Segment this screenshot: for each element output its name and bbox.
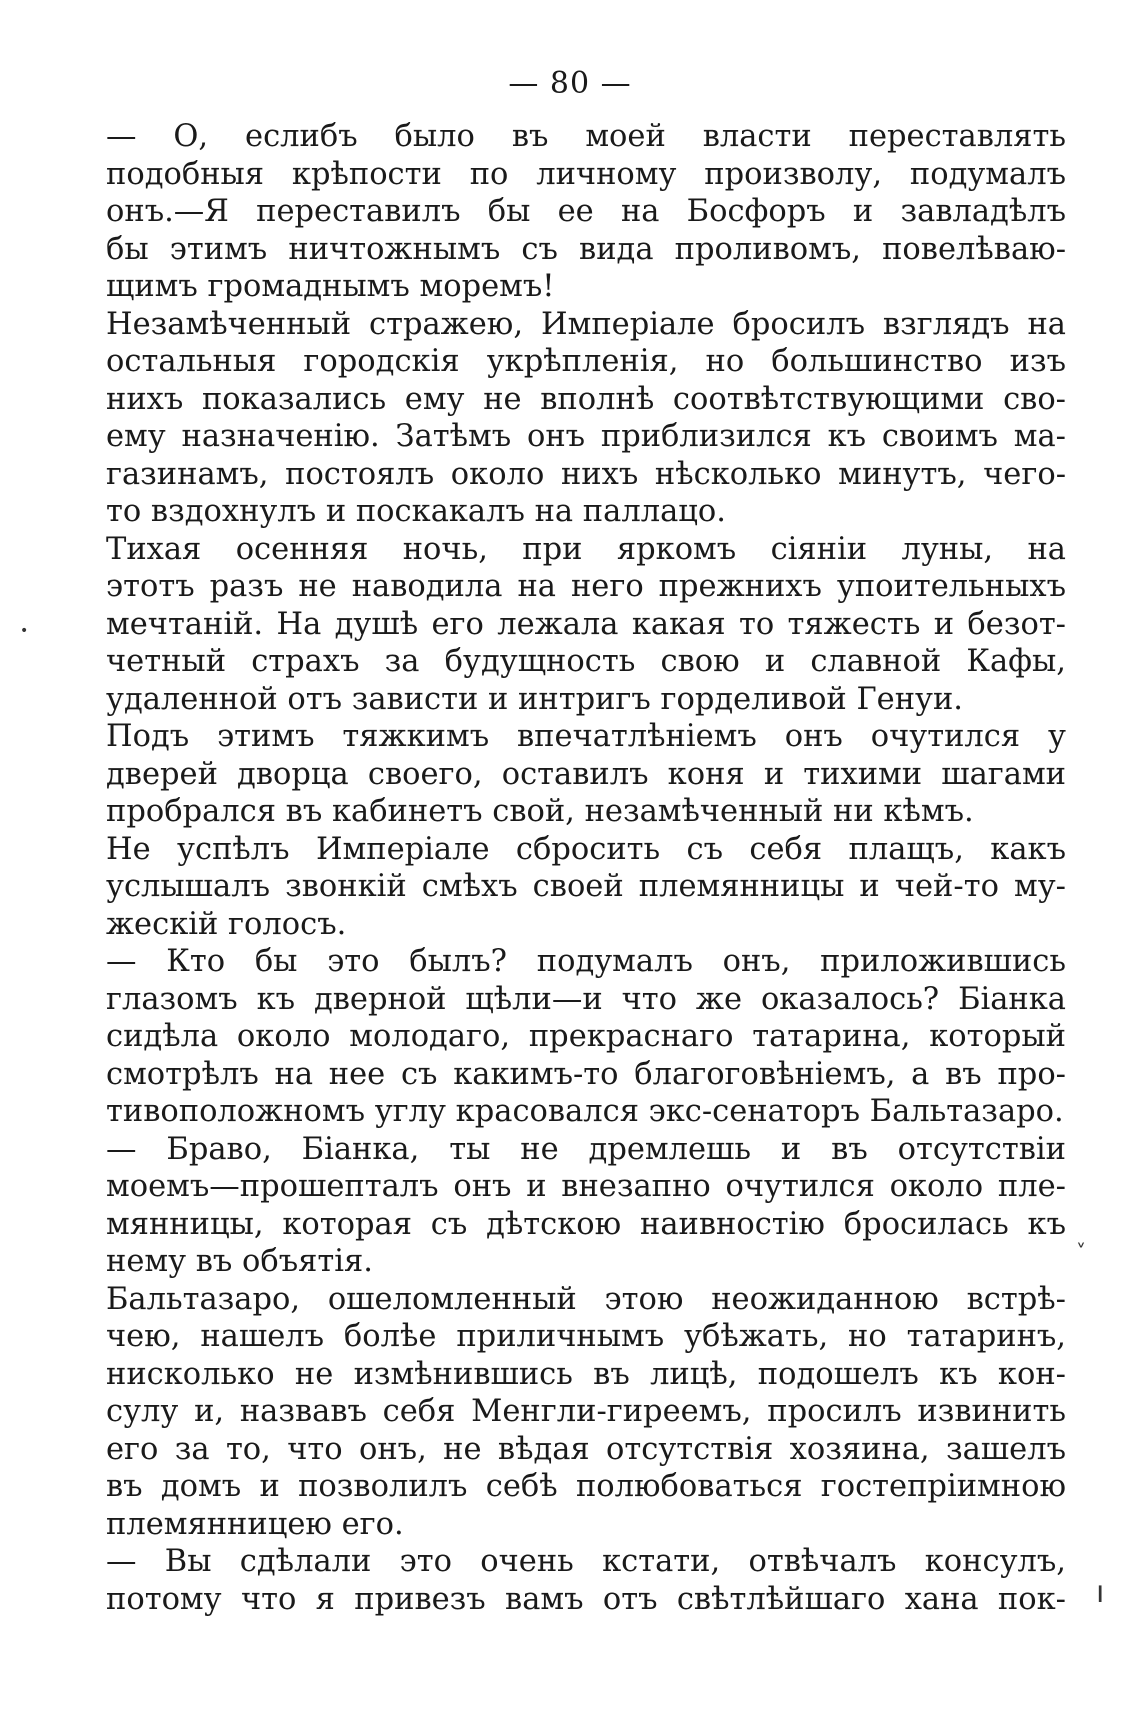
text-line: племянницею его. bbox=[106, 1506, 404, 1542]
text-line: — О, еслибъ было въ моей власти переставлять bbox=[106, 119, 1066, 154]
text-line: нисколько не измѣнившись въ лицѣ, подошелъ къ кон- bbox=[106, 1356, 1066, 1392]
text-line: нихъ показались ему не вполнѣ соотвѣтствующими сво- bbox=[106, 381, 1066, 417]
text-line: онъ.—Я переставилъ бы ее на Босфоръ и завладѣлъ bbox=[106, 194, 1066, 229]
text-line: мечтаній. На душѣ его лежала какая то тяжесть и безот- bbox=[106, 606, 1066, 642]
text-line: этотъ разъ не наводила на него прежнихъ упоительныхъ bbox=[106, 569, 1066, 604]
text-line: въ домъ и позволилъ себѣ полюбоваться гостепріимною bbox=[106, 1469, 1066, 1504]
text-line: пробрался въ кабинетъ свой, незамѣченный ни кѣмъ. bbox=[106, 794, 974, 829]
text-line: — Браво, Біанка, ты не дремлешь и въ отсутствіи bbox=[106, 1131, 1066, 1167]
text-line: Тихая осенняя ночь, при яркомъ сіяніи луны, на bbox=[106, 531, 1066, 567]
text-line: ему назначенію. Затѣмъ онъ приблизился къ своимъ ма- bbox=[106, 419, 1066, 454]
text-line: его за то, что онъ, не вѣдая отсутствія хозяина, зашелъ bbox=[106, 1431, 1066, 1467]
margin-tick-mark: ˬ bbox=[1076, 1223, 1086, 1247]
text-line: мянницы, которая съ дѣтскою наивностію бросилась къ bbox=[106, 1206, 1066, 1242]
margin-line-mark: ı bbox=[1096, 1575, 1105, 1610]
text-line: — Вы сдѣлали это очень кстати, отвѣчалъ консулъ, bbox=[106, 1544, 1066, 1579]
text-line: то вздохнулъ и поскакалъ на паллацо. bbox=[106, 494, 726, 529]
text-line: смотрѣлъ на нее съ какимъ-то благоговѣніемъ, а въ про- bbox=[106, 1056, 1066, 1092]
text-line: четный страхъ за будущность свою и славной Кафы, bbox=[106, 644, 1066, 679]
text-line: Незамѣченный стражею, Имперіале бросилъ взглядъ на bbox=[106, 306, 1066, 342]
text-line: удаленной отъ зависти и интригъ горделивой Генуи. bbox=[106, 681, 963, 717]
text-line: тивоположномъ углу красовался экс-сенаторъ Бальтазаро. bbox=[106, 1094, 1064, 1129]
body-text bbox=[106, 118, 1066, 1618]
text-line: подобныя крѣпости по личному произволу, подумалъ bbox=[106, 156, 1066, 192]
text-line: потому что я привезъ вамъ отъ свѣтлѣйшаго хана пок- bbox=[106, 1581, 1066, 1617]
text-line: дверей дворца своего, оставилъ коня и тихими шагами bbox=[106, 756, 1066, 792]
text-line: Бальтазаро, ошеломленный этою неожиданною встрѣ- bbox=[106, 1281, 1066, 1317]
text-line: газинамъ, постоялъ около нихъ нѣсколько минутъ, чего- bbox=[106, 456, 1066, 492]
text-line: сулу и, назвавъ себя Менгли-гиреемъ, просилъ извинить bbox=[106, 1394, 1066, 1429]
text-line: Подъ этимъ тяжкимъ впечатлѣніемъ онъ очутился у bbox=[106, 719, 1066, 754]
text-line: — Кто бы это былъ? подумалъ онъ, приложившись bbox=[106, 944, 1066, 979]
page-number: — 80 — bbox=[508, 66, 632, 101]
text-line: моемъ—прошепталъ онъ и внезапно очутился около пле- bbox=[106, 1169, 1066, 1204]
text-line: остальныя городскія укрѣпленія, но большинство изъ bbox=[106, 344, 1066, 379]
text-line: бы этимъ ничтожнымъ съ вида проливомъ, повелѣваю- bbox=[106, 231, 1066, 267]
text-line: щимъ громаднымъ моремъ! bbox=[106, 269, 555, 304]
text-line: услышалъ звонкій смѣхъ своей племянницы и чей-то му- bbox=[106, 869, 1066, 904]
text-line: Не успѣлъ Имперіале сбросить съ себя плащъ, какъ bbox=[106, 831, 1066, 867]
text-line: нему въ объятія. bbox=[106, 1244, 373, 1279]
margin-dot-mark: • bbox=[20, 623, 29, 639]
text-line: чею, нашелъ болѣе приличнымъ убѣжать, но татаринъ, bbox=[106, 1319, 1066, 1354]
text-line: жескій голосъ. bbox=[106, 906, 347, 942]
text-line: сидѣла около молодаго, прекраснаго татарина, который bbox=[106, 1019, 1066, 1054]
text-line: глазомъ къ дверной щѣли—и что же оказалось? Біанка bbox=[106, 981, 1066, 1017]
